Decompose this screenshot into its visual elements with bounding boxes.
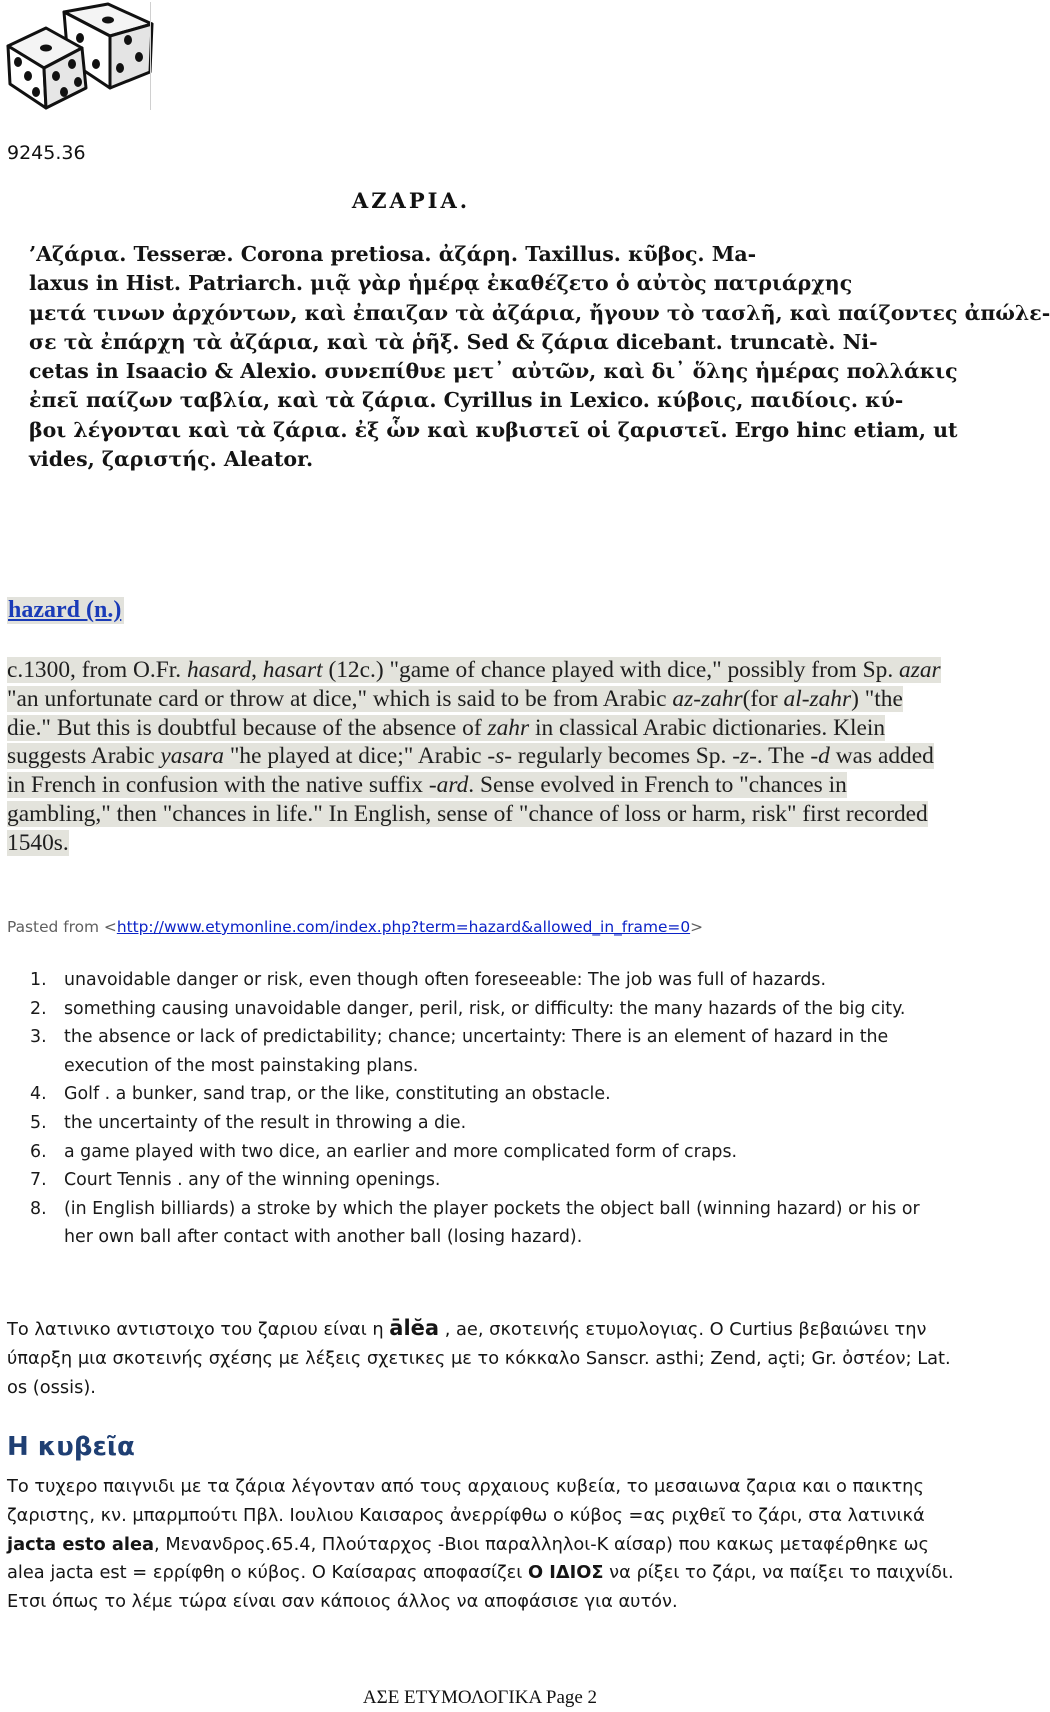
text: regularly becomes Sp.: [512, 743, 733, 770]
pasted-suffix: >: [690, 918, 704, 936]
text: in classical Arabic dictionaries. Klein suggests Arabic: [7, 714, 886, 770]
scan-line: ἐπεῖ παίζων ταβλία, καὶ τὰ ζάρια. Cyrillus in Lexico. κύβοις, παιδίοις. κύ-: [29, 388, 904, 413]
definition-text: a game played with two dice, an earlier and more complicated form of craps.: [64, 1141, 738, 1162]
definition-number: 5.: [30, 1112, 47, 1133]
definition-item: [0, 966, 960, 995]
text: . Sense evolved in French to "chances in gambling," then "chances in life." In English, sense of "chance of loss or harm, risk" first recorded 1540s.: [7, 772, 928, 856]
scan-title: ΑΖΑΡΙΑ.: [351, 188, 471, 213]
text: Το τυχερο παιγνιδι με τα ζάρια λέγονταν από τους αρχαιους κυβεία, το μεσαιωνα ζαρια και ο παικτης ζαριστης, κν. μπαρμπούτι Πβλ. Ιουλιου Καισαρος ἀνερρίφθω ο κύβος =ας ριχθεῖ το ζάρι, στα λατινικά: [7, 1476, 925, 1526]
kyveia-paragraph: [7, 1473, 957, 1617]
scan-line: βοι λέγονται καὶ τὰ ζάρια. ἐξ ὧν καὶ κυβιστεῖ οἱ ζαριστεῖ. Ergo hinc etiam, ut: [29, 417, 958, 442]
italic-term: -z-: [732, 743, 757, 770]
definition-text: the absence or lack of predictability; chance; uncertainty: There is an element of hazard in the execution of the most painstaking plans.: [64, 1027, 889, 1076]
section-heading: Η κυβεῖα: [7, 1432, 135, 1462]
image-divider: [150, 2, 151, 110]
text: was added in French in confusion with the native suffix: [7, 743, 934, 799]
bold-phrase: jacta esto alea: [7, 1533, 155, 1555]
scan-line: vides, ζαριστής. Aleator.: [29, 447, 314, 472]
scan-line: μετά τινων ἀρχόντων, καὶ ἐπαιζαν τὰ ἀζάρια, ἤγουν τὸ τασλῆ, καὶ παίζοντες ἀπώλε-: [29, 300, 1050, 325]
definition-item: [0, 1109, 960, 1138]
text: (for: [742, 685, 784, 712]
italic-term: hasard: [186, 657, 252, 683]
text: "he played at dice;" Arabic: [224, 743, 488, 770]
etymology-highlight: [7, 657, 941, 856]
italic-term: -d: [810, 743, 830, 770]
scan-text: [29, 240, 1050, 474]
definition-item: [0, 1138, 960, 1167]
text: c.1300, from O.Fr.: [7, 657, 187, 683]
text: ,: [251, 657, 263, 683]
definition-item: [0, 1166, 960, 1195]
latin-word: ālĕa: [389, 1316, 440, 1340]
italic-term: al-zahr: [783, 685, 852, 712]
dice-image: [6, 2, 152, 112]
definition-number: 4.: [30, 1084, 47, 1105]
italic-term: -s-: [487, 743, 512, 770]
italic-term: -ard: [428, 772, 469, 799]
italic-term: az-zahr: [672, 685, 743, 712]
bold-phrase: Ο ΙΔΙΟΣ: [527, 1562, 604, 1584]
definitions-list: [0, 966, 960, 1252]
pasted-from-line: [7, 918, 703, 936]
definition-number: 1.: [30, 970, 47, 990]
definition-item: [0, 1080, 960, 1109]
text: να ρίξει το ζάρι, να παίξει το παιχνίδι. Ετσι όπως το λέμε τώρα είναι σαν κάποιος άλλος να αποφάσισε για αυτόν.: [7, 1562, 954, 1613]
scan-line: laxus in Hist. Patriarch. μιᾷ γὰρ ἡμέρᾳ ἐκαθέζετο ὁ αὐτὸς πατριάρχης: [29, 271, 853, 296]
text: . The: [756, 743, 811, 770]
definition-text: (in English billiards) a stroke by which the player pockets the object ball (winning hazard) or his or her own ball after contact with another ball (losing hazard).: [64, 1198, 920, 1248]
scan-line: cetas in Isaacio & Alexio. συνεπίθυε μετ᾽ αὐτῶν, καὶ δι᾽ ὅλης ἡμέρας πολλάκις: [29, 359, 958, 384]
scan-line: σε τὰ ἐπάρχη τὰ ἀζάρια, καὶ τὰ ῥῆξ. Sed & ζάρια dicebant. truncatè. Ni-: [29, 329, 878, 354]
text: Το λατινικο αντιστοιχο του ζαριου είναι η: [7, 1319, 390, 1340]
text: , Μενανδρος.65.4, Πλούταρχος -Βιοι παραλληλοι-Κ αίσαρ) που κακως μεταφέρθηκε ως alea jacta est = ερρίφθη ο κύβος. Ο Καίσαρας αποφασίζει: [7, 1533, 929, 1584]
italic-term: azar: [899, 657, 941, 683]
definition-item: [0, 995, 960, 1024]
pasted-prefix: Pasted from <: [7, 918, 117, 936]
document-number: 9245.36: [7, 142, 86, 164]
scan-line: ’Αζάρια. Tesseræ. Corona pretiosa. ἀζάρη. Taxillus. κῦβος. Ma-: [29, 242, 757, 266]
text: ) "the die." But this is doubtful because of the absence of: [7, 685, 903, 741]
definition-number: 2.: [30, 998, 47, 1019]
definition-number: 6.: [30, 1141, 47, 1162]
definition-item: [0, 1023, 960, 1080]
definition-text: the uncertainty of the result in throwing a die.: [64, 1112, 467, 1133]
definition-number: 3.: [30, 1027, 47, 1048]
italic-term: zahr: [487, 714, 530, 741]
definition-number: 7.: [30, 1170, 47, 1191]
text: , ae, σκοτεινής ετυμολογιας. Ο Curtius βεβαιώνει την ύπαρξη μια σκοτεινής σχέσης με λέξεις σχετικες με το κόκκαλο Sanscr. asthi; Zend, açti; Gr. ὀστέον; Lat. os (ossis).: [7, 1319, 951, 1398]
definition-text: Court Tennis . any of the winning openings.: [64, 1170, 441, 1191]
definition-text: Golf . a bunker, sand trap, or the like, constituting an obstacle.: [64, 1084, 611, 1105]
text: "an unfortunate card or throw at dice," which is said to be from Arabic: [7, 685, 673, 712]
italic-term: yasara: [160, 743, 225, 770]
definition-text: something causing unavoidable danger, peril, risk, or difficulty: the many hazards of the big city.: [64, 998, 906, 1019]
latin-equivalent-paragraph: [7, 1314, 957, 1402]
scanned-lexicon-image: [26, 185, 1050, 515]
entry-title-link[interactable]: hazard (n.): [7, 597, 124, 624]
italic-term: hasart: [262, 657, 323, 683]
page-footer: ΑΣΕ ΕΤΥΜΟΛΟΓΙΚΑ Page 2: [362, 1687, 598, 1708]
text: (12c.) "game of chance played with dice," possibly from Sp.: [322, 657, 900, 683]
definition-number: 8.: [30, 1198, 47, 1219]
source-link[interactable]: http://www.etymonline.com/index.php?term=hazard&allowed_in_frame=0: [116, 918, 691, 936]
definition-text: unavoidable danger or risk, even though often foreseeable: The job was full of hazards.: [64, 970, 826, 990]
etymology-text: [7, 656, 952, 858]
definition-item: [0, 1195, 960, 1252]
